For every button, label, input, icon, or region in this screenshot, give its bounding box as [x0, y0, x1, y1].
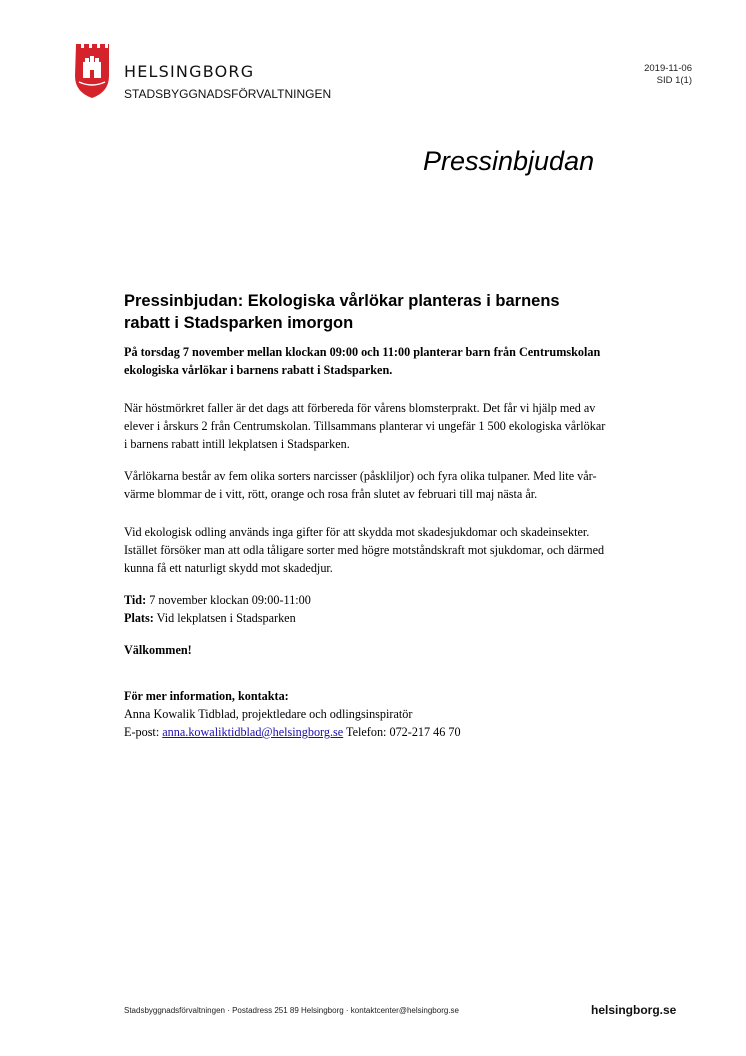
- event-details: [124, 591, 664, 627]
- place-label: Plats:: [124, 611, 154, 625]
- page-number: SID 1(1): [656, 75, 692, 86]
- body-line: kunna få ett naturligt skydd mot skadedjur.: [124, 561, 333, 575]
- document-type-title: Pressinbjudan: [423, 146, 595, 176]
- document-date: 2019-11-06: [644, 63, 692, 74]
- body-paragraph: [124, 523, 664, 577]
- body-line: i barnens rabatt intill lekplatsen i Stadsparken.: [124, 437, 350, 451]
- body-line: Vid ekologisk odling används inga gifter för att skydda mot skadesjukdomar och skadeinsekter.: [124, 525, 590, 539]
- footer-site[interactable]: helsingborg.se: [591, 1003, 677, 1017]
- org-name: HELSINGBORG: [124, 62, 255, 81]
- contact-name: Anna Kowalik Tidblad, projektledare och odlingsinspiratör: [124, 707, 413, 721]
- body-line: Vårlökarna består av fem olika sorters narcisser (påskliljor) och fyra olika tulpaner. Med lite vår-: [124, 469, 597, 483]
- phone: Telefon: 072-217 46 70: [343, 725, 461, 739]
- contact-heading: För mer information, kontakta:: [124, 689, 289, 703]
- body-line: När höstmörkret faller är det dags att förbereda för vårens blomsterprakt. Det får vi hjälp med av: [124, 401, 596, 415]
- helsingborg-logo: [75, 44, 109, 98]
- body-line: värme blommar de i vitt, rött, orange och rosa från slutet av februari till maj nästa år.: [124, 487, 538, 501]
- lead-line: På torsdag 7 november mellan klockan 09:00 och 11:00 planterar barn från Centrumskolan: [124, 345, 601, 359]
- time-label: Tid:: [124, 593, 147, 607]
- body-paragraph: [124, 399, 664, 453]
- contact-block: [124, 687, 664, 741]
- body-line: Istället försöker man att odla tåligare sorter med högre motståndskraft mot sjukdomar, och därmed: [124, 543, 605, 557]
- lead-line: ekologiska vårlökar i barnens rabatt i Stadsparken.: [124, 363, 393, 377]
- email-link[interactable]: anna.kowaliktidblad@helsingborg.se: [162, 725, 344, 739]
- welcome-label: Välkommen!: [124, 643, 192, 657]
- headline-line: rabatt i Stadsparken imorgon: [124, 314, 354, 332]
- headline: [124, 290, 644, 334]
- department-name: STADSBYGGNADSFÖRVALTNINGEN: [124, 87, 332, 101]
- headline-line: Pressinbjudan: Ekologiska vårlökar planteras i barnens: [124, 292, 560, 310]
- body-line: elever i årskurs 2 från Centrumskolan. Tillsammans planterar vi ungefär 1 500 ekologiska vårlökar: [124, 419, 606, 433]
- place-value: Vid lekplatsen i Stadsparken: [153, 611, 296, 625]
- document-meta: [644, 63, 692, 87]
- time-value: 7 november klockan 09:00-11:00: [146, 593, 311, 607]
- article-body: [124, 343, 664, 755]
- lead-paragraph: [124, 343, 664, 379]
- welcome-text: [124, 641, 664, 659]
- footer-address: Stadsbyggnadsförvaltningen · Postadress 251 89 Helsingborg · kontaktcenter@helsingborg.se: [124, 1006, 459, 1015]
- body-paragraph: [124, 467, 664, 503]
- email-label: E-post:: [124, 725, 163, 739]
